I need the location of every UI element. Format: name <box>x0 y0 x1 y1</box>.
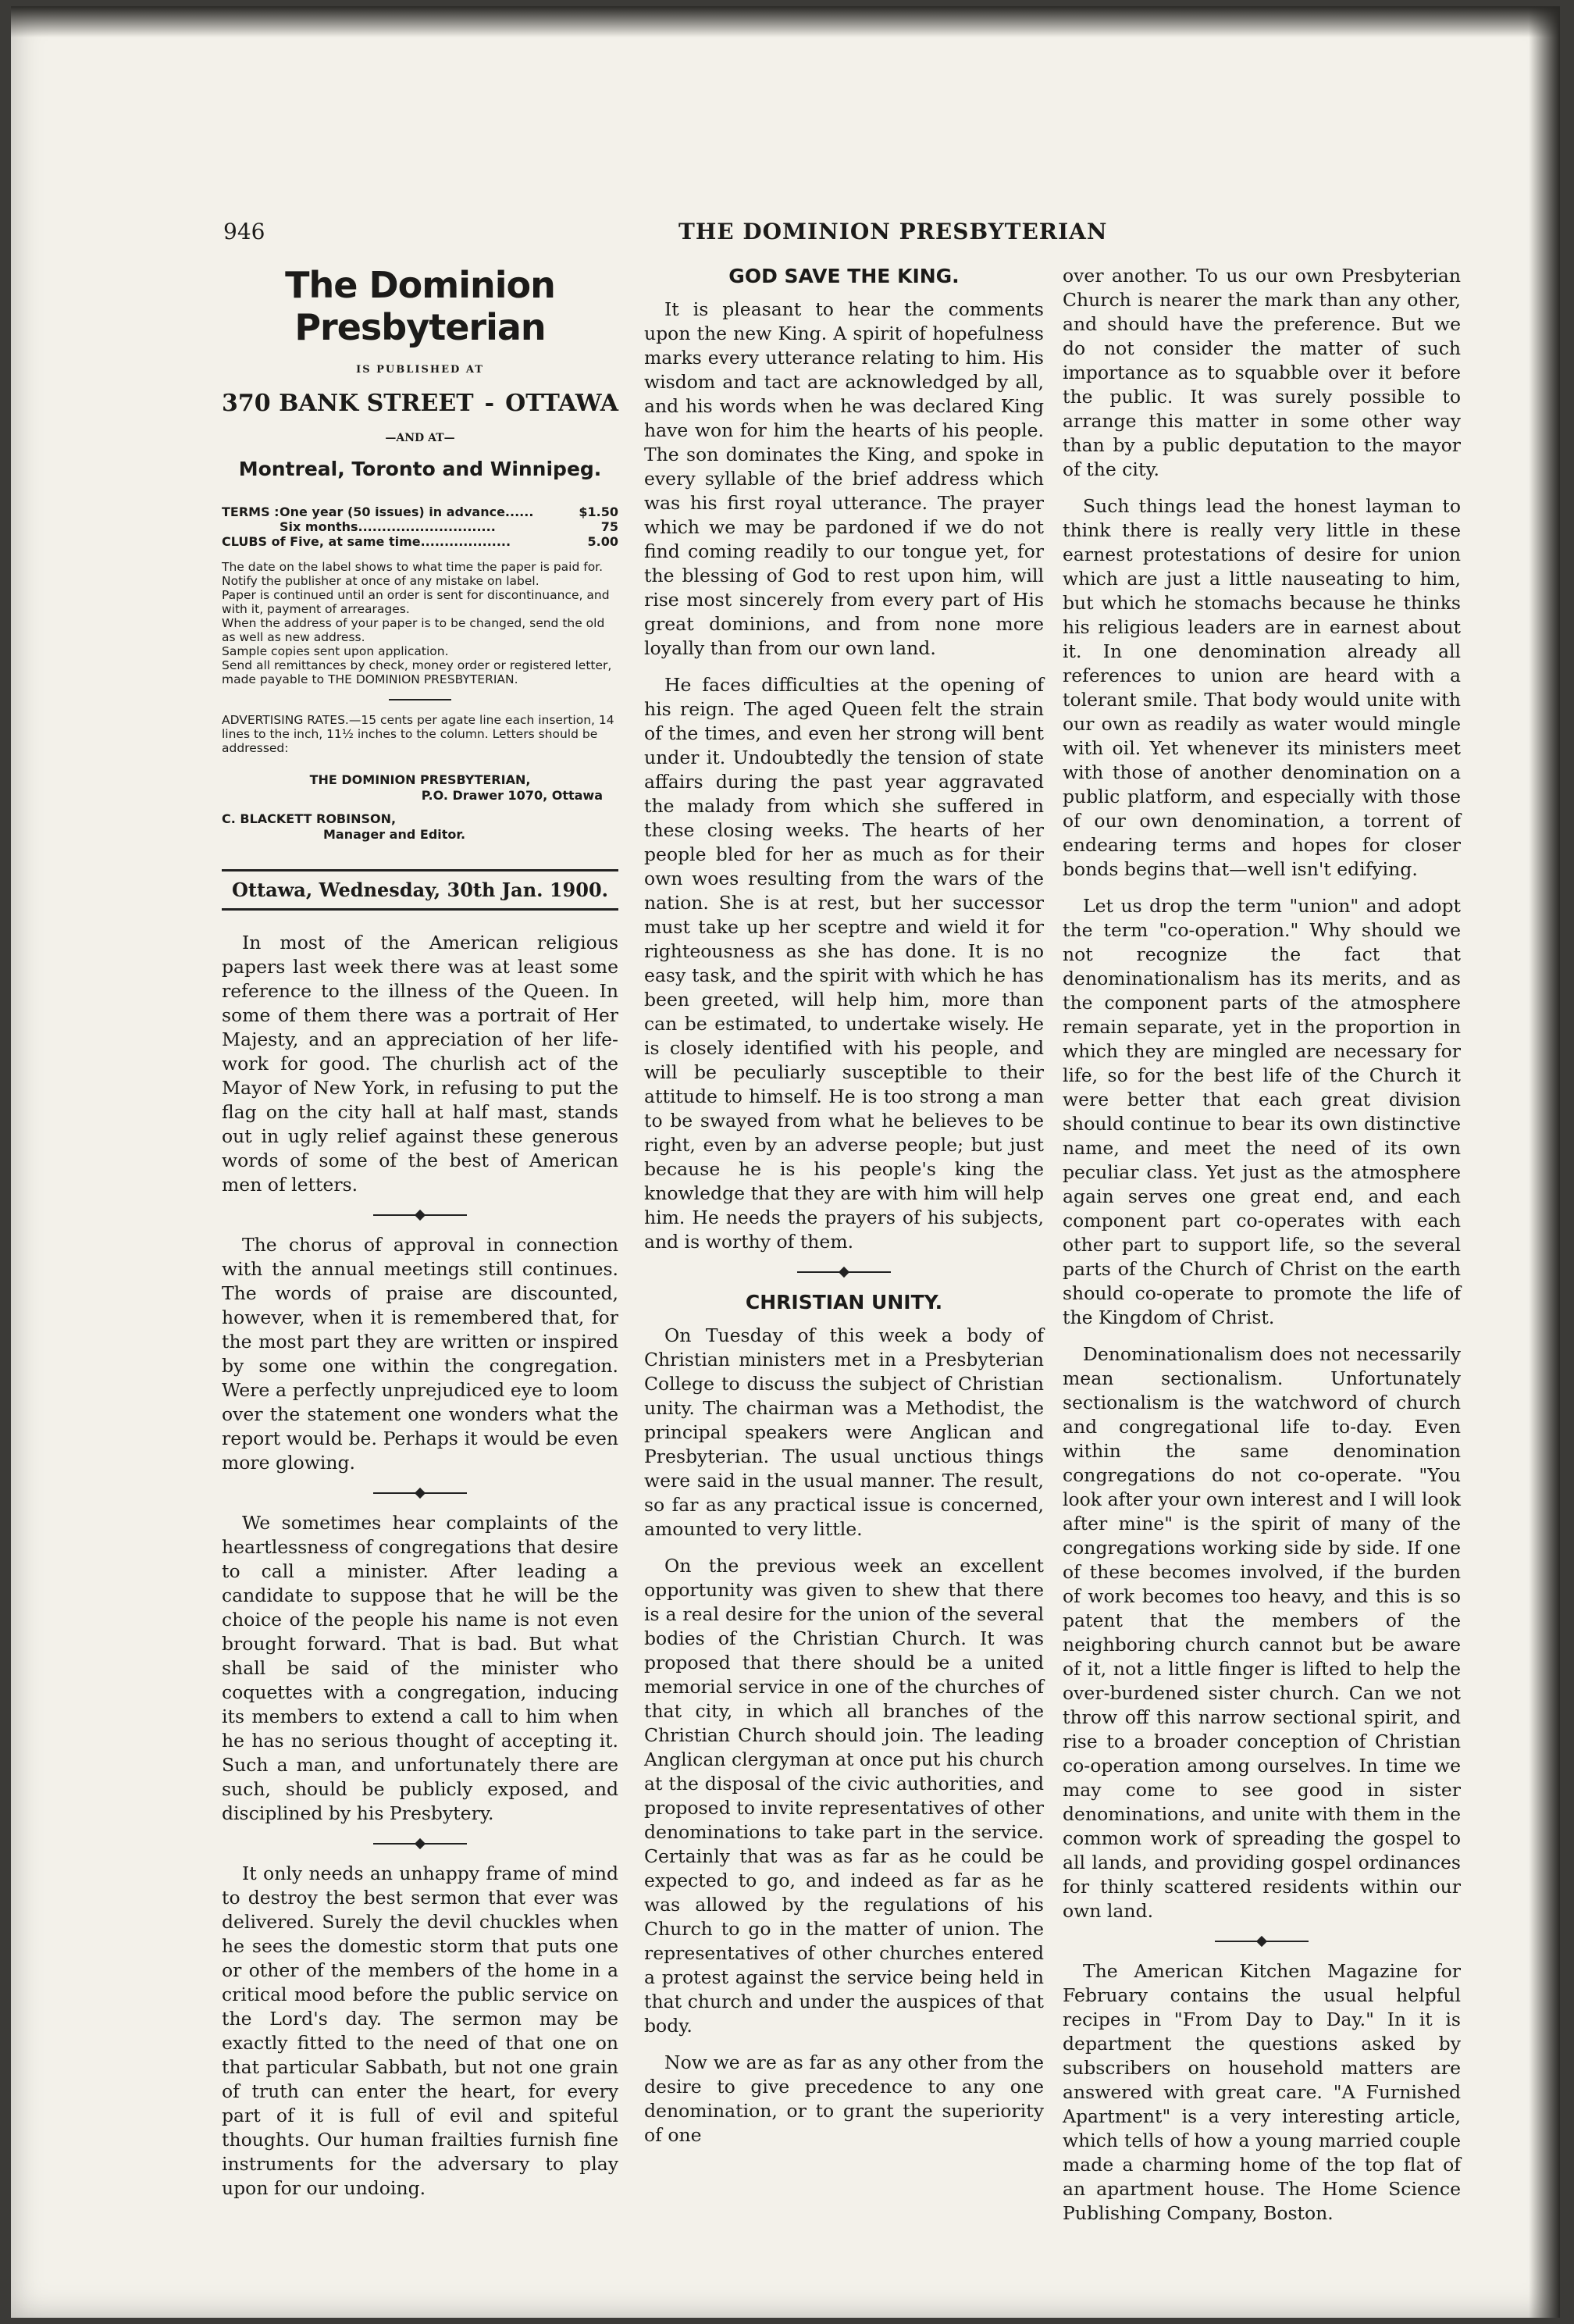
scan-edge-top <box>11 6 1560 37</box>
article-paragraph: He faces difficulties at the opening of his reign. The aged Queen felt the strain of the times, and even her strong will bent under it. Undoubtedly the tension of state affairs during the past year aggravated the malady from which she suffered in these closing weeks. The hearts of her people bled for her as much as for their own woes resulting from the wars of the nation. She is at rest, but her successor must take up her sceptre and wield it for righteousness as she has done. It is no easy task, and the spirit with which he has been greeted, will help him, more than can be estimated, to undertake wisely. He is closely identified with his people, and will be peculiarly susceptible to their attitude to himself. He is too strong a man to be swayed from what he believes to be right, even by an adverse people; but just because he is his people's king the knowledge that they are with him will help him. He needs the prayers of his subjects, and is worthy of them. <box>644 674 1044 1253</box>
masthead-title: The Dominion Presbyterian <box>285 264 555 348</box>
editorial-paragraph: It only needs an unhappy frame of mind to destroy the best sermon that ever was delivered. Surely the devil chuckles when he sees the domestic storm that puts one or other of the members of the home in a critical mood before the public service on the Lord's day. The sermon may be exactly fitted to the need of that one on that particular Sabbath, but not one grain of truth can enter the heart, for every part of it is full of evil and spiteful thoughts. Our human frailties furnish fine instruments for the adversary to play upon for our undoing. <box>222 1862 618 2199</box>
column-2 <box>644 264 1044 2160</box>
and-at: —AND AT— <box>385 432 455 444</box>
ornament-divider <box>373 1210 467 1221</box>
divider-rule <box>389 699 451 700</box>
terms-desc: CLUBS of Five, at same time................... <box>222 534 511 549</box>
terms-desc: Six months............................. <box>280 519 496 534</box>
terms-label: TERMS : <box>222 504 280 519</box>
masthead-cities: Montreal, Toronto and Winnipeg. <box>238 458 602 480</box>
editorial-paragraph: In most of the American religious papers last week there was at least some reference to the illness of the Queen. In some of them there was a portrait of Her Majesty, and an appreciation of her life-work for good. The churlish act of the Mayor of New York, in refusing to put the flag on the city hall at half mast, stands out in ugly relief against these generous words of some of the best of American men of letters. <box>222 932 618 1196</box>
terms-desc: One year (50 issues) in advance...... <box>280 504 534 519</box>
article-paragraph: Such things lead the honest layman to think there is really very little in these earnest protestations of desire for union which are just a little nauseating to him, but which he stomachs because he thinks his religious leaders are in earnest about it. In one denomination already all references to union are heard with a tolerant smile. That body would unite with our own as readily as water would mingle with oil. Yet whenever its ministers meet with those of another denomination on a public platform, and especially with those of our own denomination, a torrent of endearing terms and hopes for closer bonds begins that—well isn't edifying. <box>1063 495 1461 880</box>
article-heading: GOD SAVE THE KING. <box>728 265 960 287</box>
subscription-terms <box>222 504 618 549</box>
address-dash: - <box>484 390 495 417</box>
column-3 <box>1063 264 1461 2238</box>
terms-label <box>222 519 280 534</box>
editorial-paragraph: The chorus of approval in connection with the annual meetings still continues. The words of praise are discounted, however, when it is remembered that, for the most part they are written or inspired by some one within the congregation. Were a perfectly unprejudiced eye to loom over the statement one wonders what the report would be. Perhaps it would be even more glowing. <box>222 1234 618 1474</box>
terms-row <box>222 504 618 519</box>
addr-line-4: Manager and Editor. <box>323 827 466 842</box>
notice-item: The date on the label shows to what time the paper is paid for. Notify the publisher at once of any mistake on label. <box>222 560 604 588</box>
terms-row <box>222 534 618 549</box>
column-1 <box>222 264 618 2213</box>
masthead <box>222 264 618 481</box>
article-paragraph: Denominationalism does not necessarily mean sectionalism. Unfortunately sectionalism is the watchword of church and congregational life to-day. Even within the same denomination congregations do not co-operate. "You look after your own interest and I will look after mine" is the spirit of many of the congregations working side by side. If one of these becomes involved, if the burden of work becomes too heavy, and this is so patent that the members of the neighboring church cannot but be aware of it, not a little finger is lifted to help the over-burdened sister church. Can we not throw off this narrow sectional spirit, and rise to a broader conception of Christian co-operation among ourselves. In time we may come to see good in sister denominations, and unite with them in the common work of spreading the gospel to all lands, and providing gospel ordinances for thinly scattered residents within our own land. <box>1063 1343 1461 1922</box>
mailing-address <box>222 772 618 843</box>
article-paragraph: Let us drop the term "union" and adopt the term "co-operation." Why should we not recognize the fact that denominationalism has its merits, and as the component parts of the atmosphere remain separate, yet in the proportion in which they are mingled are necessary for life, so for the best life of the Church it were better that each great division should continue to bear its own distinctive name, and meet the need of its own peculiar class. Yet just as the atmosphere again serves one great end, and each component part co-operates with each other part to support life, so the several parts of the Church of Christ on the earth should co-operate to promote the life of the Kingdom of Christ. <box>1063 895 1461 1328</box>
address-city: OTTAWA <box>505 390 618 417</box>
addr-line-2: P.O. Drawer 1070, Ottawa <box>421 788 603 803</box>
terms-price: $1.50 <box>579 504 618 519</box>
published-at: IS PUBLISHED AT <box>356 364 484 376</box>
article-paragraph: over another. To us our own Presbyterian Church is nearer the mark than any other, and should have the preference. But we do not consider the matter of such importance as to squabble over it before the public. It was surely possible to arrange this matter in some other way than by a public deputation to the mayor of the city. <box>1063 265 1461 480</box>
article-paragraph: The American Kitchen Magazine for February contains the usual helpful recipes in "From Day to Day." In it is department the questions asked by subscribers on household matters are answered with great care. "A Furnished Apartment" is a very interesting article, which tells of how a young married couple made a charming home of the top flat of an apartment house. The Home Science Publishing Company, Boston. <box>1063 1960 1461 2224</box>
publisher-notices <box>222 560 618 686</box>
ornament-divider <box>797 1267 891 1278</box>
article-paragraph: It is pleasant to hear the comments upon the new King. A spirit of hopefulness marks every utterance relating to him. His wisdom and tact are acknowledged by all, and his words when he was declared King have won for him the hearts of his people. The son dominates the King, and spoke in every syllable of the brief address which was his first royal utterance. The prayer which we may be pardoned if we do not find coming readily to our tongue yet, for the blessing of God to rest upon him, will rise most sincerely from every part of His great dominions, and from none more loyally than from our own land. <box>644 298 1044 659</box>
address-street: 370 BANK STREET <box>222 390 474 417</box>
terms-row <box>222 519 618 534</box>
editorial-paragraph: We sometimes hear complaints of the heartlessness of congregations that desire to call a minister. After leading a candidate to suppose that he will be the choice of the people his name is not even brought forward. That is bad. But what shall be said of the minister who coquettes with a congregation, inducing its members to extend a call to him when he has no serious thought of accepting it. Such a man, and unfortunately there are such, should be publicly exposed, and disciplined by his Presbytery. <box>222 1512 618 1824</box>
terms-price: 5.00 <box>587 534 618 549</box>
dateline: Ottawa, Wednesday, 30th Jan. 1900. <box>222 869 618 911</box>
article-heading: CHRISTIAN UNITY. <box>745 1291 943 1313</box>
page-number: 946 <box>223 219 265 244</box>
notice-item: Send all remittances by check, money order or registered letter, made payable to THE DOMINION PRESBYTERIAN. <box>222 658 612 686</box>
masthead-address <box>222 391 618 415</box>
article-paragraph: Now we are as far as any other from the desire to give precedence to any one denomination, or to grant the superiority of one <box>644 2051 1044 2146</box>
addr-line-1: THE DOMINION PRESBYTERIAN, <box>309 772 531 787</box>
article-paragraph: On the previous week an excellent opportunity was given to shew that there is a real desire for the union of the several bodies of the Christian Church. It was proposed that there should be a united memorial service in one of the churches of that city, in which all branches of the Christian Church should join. The leading Anglican clergyman at once put his church at the disposal of the civic authorities, and proposed to invite representatives of other denominations to take part in the service. Certainly that was as far as he could be expected to go, and indeed as far as he was allowed by the regulations of his Church to go in the matter of union. The representatives of other churches entered a protest against the service being held in that church and under the auspices of that body. <box>644 1555 1044 2037</box>
ornament-divider <box>1215 1936 1309 1947</box>
scan-edge-right <box>1529 6 1560 2318</box>
notice-item: Sample copies sent upon application. <box>222 644 449 658</box>
ornament-divider <box>373 1838 467 1849</box>
running-head: THE DOMINION PRESBYTERIAN <box>678 219 1108 244</box>
notice-item: When the address of your paper is to be changed, send the old as well as new address. <box>222 616 605 644</box>
addr-line-3: C. BLACKETT ROBINSON, <box>222 811 397 826</box>
ornament-divider <box>373 1488 467 1499</box>
article-paragraph: On Tuesday of this week a body of Christian ministers met in a Presbyterian College to discuss the subject of Christian unity. The chairman was a Methodist, the principal speakers were Anglican and Presbyterian. The usual unctious things were said in the usual manner. The result, so far as any practical issue is concerned, amounted to very little. <box>644 1324 1044 1540</box>
newspaper-page <box>11 6 1560 2318</box>
notice-item: Paper is continued until an order is sent for discontinuance, and with it, payment of arrearages. <box>222 588 610 616</box>
terms-price: 75 <box>600 519 618 534</box>
advertising-rates: ADVERTISING RATES.—15 cents per agate line each insertion, 14 lines to the inch, 11½ inches to the column. Letters should be addressed: <box>222 713 614 755</box>
